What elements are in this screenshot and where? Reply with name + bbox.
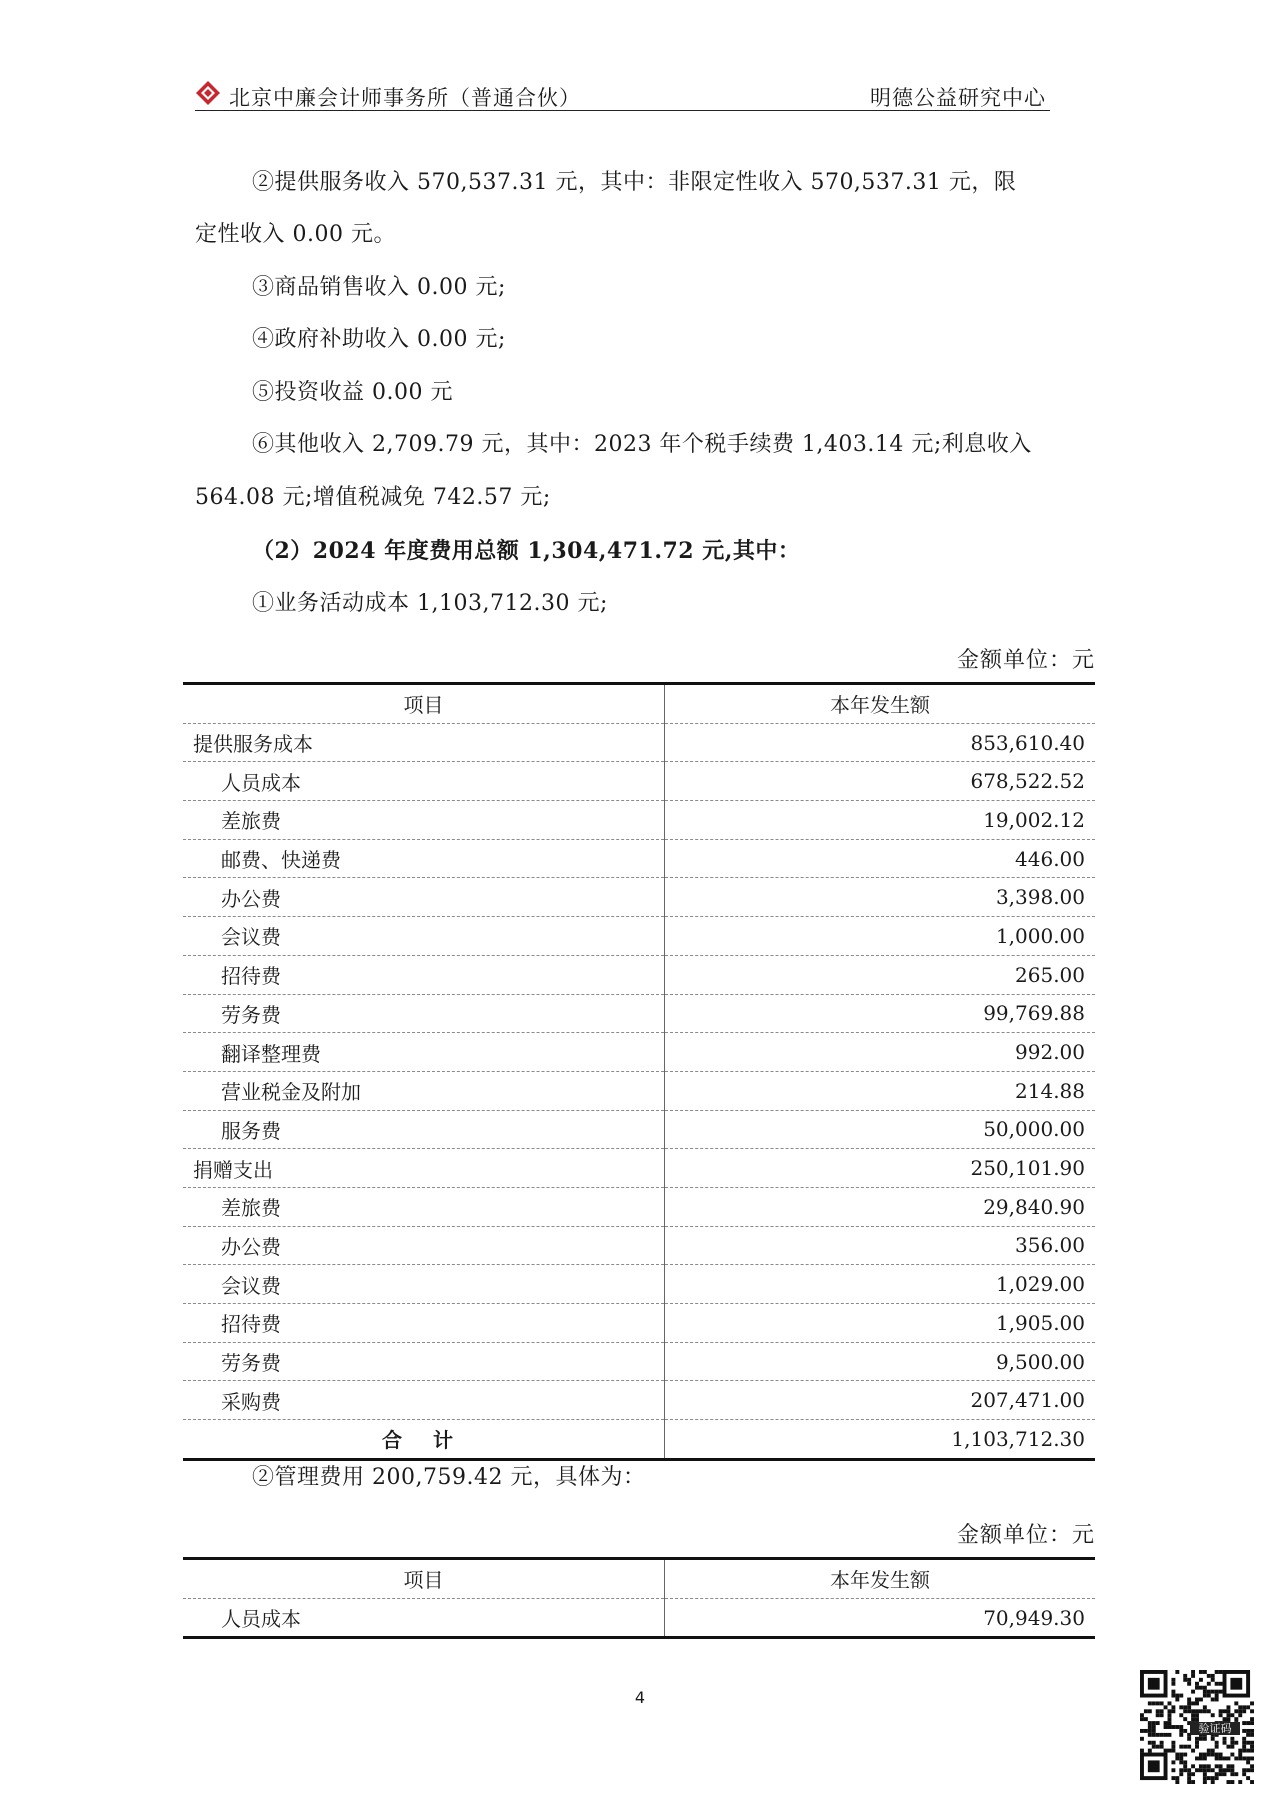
row-amount: 678,522.52 [665, 762, 1096, 801]
total-amount: 1,103,712.30 [665, 1420, 1096, 1460]
row-amount: 446.00 [665, 839, 1096, 878]
row-label: 人员成本 [183, 762, 665, 801]
row-label: 提供服务成本 [183, 723, 665, 762]
admin-cost-table [183, 1557, 1095, 1639]
text-line-business-cost: ①业务活动成本 1,103,712.30 元; [252, 591, 608, 616]
row-label: 办公费 [183, 878, 665, 917]
text-line-restricted-income: 定性收入 0.00 元。 [195, 222, 396, 247]
table-category-row [183, 1149, 1095, 1188]
row-amount: 50,000.00 [665, 1110, 1096, 1149]
qr-verify-label: 验证码 [1190, 1722, 1240, 1735]
text-line-gov-subsidy: ④政府补助收入 0.00 元; [252, 327, 506, 352]
row-label: 人员成本 [183, 1598, 665, 1638]
table-row [183, 1071, 1095, 1110]
row-amount: 70,949.30 [665, 1598, 1096, 1638]
row-amount: 265.00 [665, 955, 1096, 994]
firm-name: 北京中廉会计师事务所（普通合伙） [229, 86, 581, 110]
business-cost-table [183, 682, 1095, 1461]
table-row [183, 955, 1095, 994]
row-amount: 19,002.12 [665, 801, 1096, 840]
row-label: 差旅费 [183, 801, 665, 840]
table-row [183, 1598, 1095, 1638]
row-amount: 1,000.00 [665, 917, 1096, 956]
row-label: 劳务费 [183, 1342, 665, 1381]
row-amount: 250,101.90 [665, 1149, 1096, 1188]
page-number: 4 [634, 1688, 646, 1707]
row-label: 招待费 [183, 955, 665, 994]
row-label: 会议费 [183, 917, 665, 956]
table-category-row [183, 723, 1095, 762]
table-row [183, 1187, 1095, 1226]
text-line-other-income: ⑥其他收入 2,709.79 元，其中：2023 年个税手续费 1,403.14 元;利息收入 [252, 432, 1032, 457]
client-name: 明德公益研究中心 [870, 86, 1046, 110]
row-label: 招待费 [183, 1304, 665, 1343]
table-row [183, 878, 1095, 917]
text-line-investment: ⑤投资收益 0.00 元 [252, 380, 453, 405]
col-header-item: 项目 [183, 1559, 665, 1599]
row-amount: 99,769.88 [665, 994, 1096, 1033]
row-amount: 1,905.00 [665, 1304, 1096, 1343]
text-line-admin-cost: ②管理费用 200,759.42 元，具体为： [252, 1465, 646, 1490]
table-row [183, 1304, 1095, 1343]
row-amount: 356.00 [665, 1226, 1096, 1265]
col-header-item: 项目 [183, 684, 665, 724]
table-row [183, 1342, 1095, 1381]
page-header [195, 78, 1050, 111]
text-line-service-income: ②提供服务收入 570,537.31 元，其中：非限定性收入 570,537.31 元，限 [252, 170, 1017, 195]
table-total-row [183, 1420, 1095, 1460]
firm-logo-icon [195, 80, 221, 106]
col-header-amount: 本年发生额 [665, 684, 1096, 724]
unit-label-1: 金额单位：元 [956, 648, 1095, 673]
row-amount: 29,840.90 [665, 1187, 1096, 1226]
row-amount: 207,471.00 [665, 1381, 1096, 1420]
row-label: 劳务费 [183, 994, 665, 1033]
unit-label-2: 金额单位：元 [956, 1523, 1095, 1548]
row-amount: 9,500.00 [665, 1342, 1096, 1381]
row-amount: 3,398.00 [665, 878, 1096, 917]
row-amount: 853,610.40 [665, 723, 1096, 762]
row-label: 服务费 [183, 1110, 665, 1149]
table-row [183, 1033, 1095, 1072]
row-label: 邮费、快递费 [183, 839, 665, 878]
row-label: 营业税金及附加 [183, 1071, 665, 1110]
text-line-other-income-cont: 564.08 元;增值税减免 742.57 元; [195, 485, 551, 510]
table-row [183, 994, 1095, 1033]
table-row [183, 801, 1095, 840]
table-row [183, 917, 1095, 956]
row-amount: 214.88 [665, 1071, 1096, 1110]
table-row [183, 1110, 1095, 1149]
table-row [183, 1226, 1095, 1265]
table-row [183, 762, 1095, 801]
row-label: 采购费 [183, 1381, 665, 1420]
row-amount: 1,029.00 [665, 1265, 1096, 1304]
table-row [183, 1381, 1095, 1420]
table-row [183, 839, 1095, 878]
row-label: 办公费 [183, 1226, 665, 1265]
total-label: 合 计 [183, 1420, 665, 1460]
col-header-amount: 本年发生额 [665, 1559, 1096, 1599]
row-label: 差旅费 [183, 1187, 665, 1226]
row-label: 翻译整理费 [183, 1033, 665, 1072]
table-row [183, 1265, 1095, 1304]
row-label: 会议费 [183, 1265, 665, 1304]
row-amount: 992.00 [665, 1033, 1096, 1072]
row-label: 捐赠支出 [183, 1149, 665, 1188]
section-heading-expenses: （2）2024 年度费用总额 1,304,471.72 元,其中： [252, 538, 801, 564]
text-line-sales-income: ③商品销售收入 0.00 元; [252, 275, 506, 300]
